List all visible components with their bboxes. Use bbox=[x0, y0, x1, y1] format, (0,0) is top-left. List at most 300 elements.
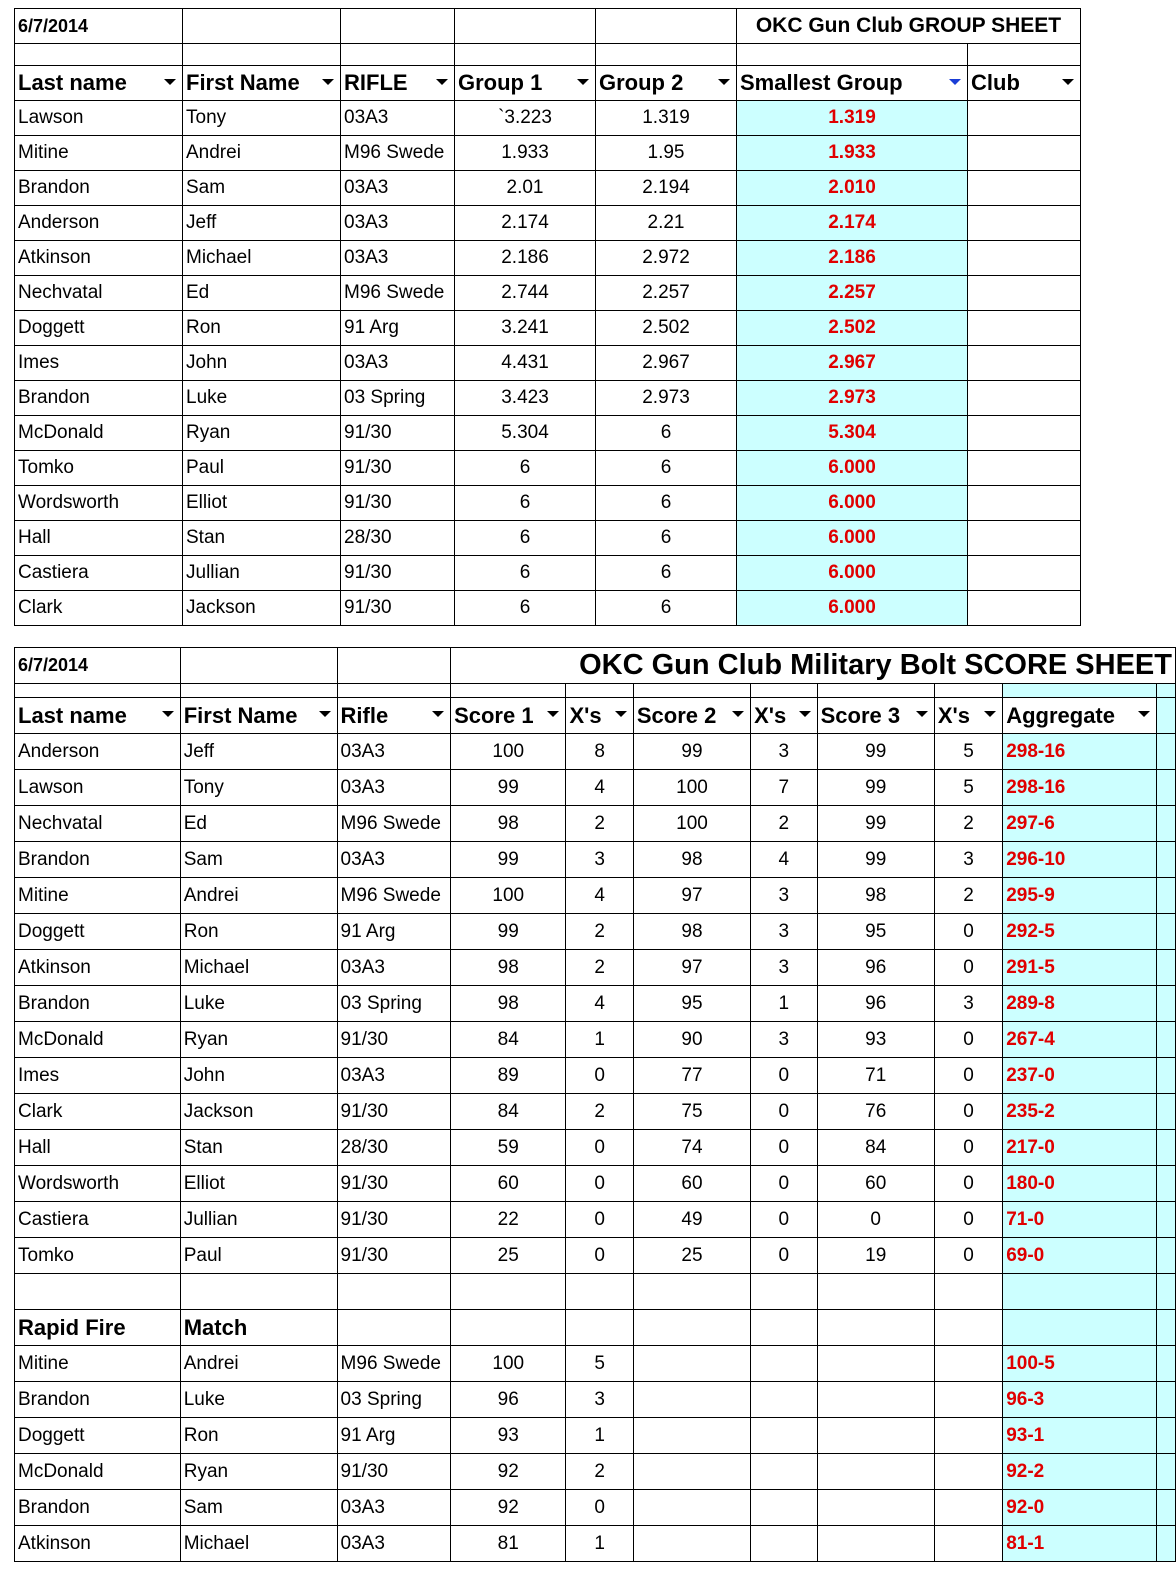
empty-cell bbox=[451, 1274, 566, 1310]
cell-s2 bbox=[633, 914, 750, 950]
empty-cell bbox=[1156, 734, 1175, 770]
filter-dropdown-icon[interactable] bbox=[577, 79, 589, 85]
cell-last-text: Imes bbox=[18, 1064, 60, 1086]
cell-x1 bbox=[566, 1382, 633, 1418]
cell-s3 bbox=[817, 1130, 934, 1166]
cell-s1-text: 60 bbox=[497, 1172, 519, 1194]
cell-s3-text: 71 bbox=[865, 1064, 887, 1086]
cell-g1 bbox=[455, 346, 596, 381]
column-header[interactable] bbox=[337, 698, 451, 734]
column-header-text: First Name bbox=[186, 70, 300, 95]
cell-club bbox=[968, 171, 1081, 206]
cell-last bbox=[15, 346, 183, 381]
cell-s2 bbox=[633, 1202, 750, 1238]
cell-smallest bbox=[737, 486, 968, 521]
cell-s2 bbox=[633, 1022, 750, 1058]
cell-rifle bbox=[337, 842, 451, 878]
empty-cell bbox=[968, 44, 1081, 66]
cell-last bbox=[15, 950, 181, 986]
cell-last bbox=[15, 136, 183, 171]
empty-cell bbox=[751, 684, 818, 698]
table-row bbox=[15, 241, 1081, 276]
column-header[interactable] bbox=[341, 66, 455, 101]
cell-s1 bbox=[451, 1022, 566, 1058]
score-date-text: 6/7/2014 bbox=[18, 655, 89, 675]
cell-s2-text: 75 bbox=[681, 1100, 703, 1122]
cell-g1 bbox=[455, 171, 596, 206]
cell-agg-text: 298-16 bbox=[1006, 776, 1066, 798]
column-header[interactable] bbox=[751, 698, 818, 734]
empty-cell bbox=[817, 1346, 934, 1382]
cell-x1 bbox=[566, 1130, 633, 1166]
cell-x1 bbox=[566, 1022, 633, 1058]
cell-rifle-text: 91/30 bbox=[340, 1208, 389, 1230]
empty-cell bbox=[633, 1382, 750, 1418]
cell-rifle-text: 91/30 bbox=[340, 1172, 389, 1194]
cell-g2 bbox=[596, 451, 737, 486]
cell-club bbox=[968, 486, 1081, 521]
column-header[interactable] bbox=[596, 66, 737, 101]
cell-agg-text: 92-2 bbox=[1006, 1460, 1045, 1482]
cell-smallest bbox=[737, 241, 968, 276]
column-header[interactable] bbox=[183, 66, 341, 101]
score-sheet-table bbox=[14, 647, 1176, 1562]
cell-smallest-text: 2.186 bbox=[828, 247, 876, 268]
cell-first bbox=[180, 950, 337, 986]
cell-last bbox=[15, 591, 183, 626]
cell-smallest-text: 6.000 bbox=[828, 457, 876, 478]
cell-x1-text: 0 bbox=[594, 1244, 605, 1266]
cell-first bbox=[180, 770, 337, 806]
table-row bbox=[15, 311, 1081, 346]
column-header[interactable] bbox=[737, 66, 968, 101]
cell-agg-text: 100-5 bbox=[1006, 1352, 1055, 1374]
cell-x3 bbox=[934, 1130, 1002, 1166]
cell-x3-text: 0 bbox=[963, 1028, 974, 1050]
cell-g1-text: 2.186 bbox=[501, 247, 549, 268]
cell-rifle bbox=[337, 1382, 451, 1418]
cell-x2-text: 0 bbox=[778, 1064, 790, 1086]
cell-x1 bbox=[566, 986, 633, 1022]
empty-cell bbox=[1156, 878, 1175, 914]
group-date-text: 6/7/2014 bbox=[18, 15, 89, 36]
cell-s3 bbox=[817, 734, 934, 770]
column-header[interactable] bbox=[968, 66, 1081, 101]
cell-agg bbox=[1003, 986, 1157, 1022]
cell-x2-text: 0 bbox=[778, 1208, 790, 1230]
cell-club bbox=[968, 416, 1081, 451]
empty-cell bbox=[341, 44, 455, 66]
cell-s3 bbox=[817, 1058, 934, 1094]
cell-s1 bbox=[451, 1382, 566, 1418]
cell-rifle bbox=[337, 986, 451, 1022]
cell-last-text: Nechvatal bbox=[18, 282, 103, 303]
cell-x3 bbox=[934, 770, 1002, 806]
cell-rifle bbox=[337, 1418, 451, 1454]
cell-g1 bbox=[455, 101, 596, 136]
cell-rifle-text: 03A3 bbox=[340, 1064, 385, 1086]
empty-cell bbox=[596, 44, 737, 66]
cell-last-text: Brandon bbox=[18, 387, 90, 408]
cell-s2 bbox=[633, 806, 750, 842]
column-header[interactable] bbox=[15, 66, 183, 101]
cell-g1-text: `3.223 bbox=[498, 107, 552, 128]
filter-dropdown-icon[interactable] bbox=[949, 79, 961, 85]
cell-s3 bbox=[817, 1238, 934, 1274]
empty-cell bbox=[1156, 1418, 1175, 1454]
cell-agg-text: 295-9 bbox=[1006, 884, 1055, 906]
rapid-fire-label bbox=[15, 1310, 181, 1346]
empty-cell bbox=[180, 1274, 337, 1310]
cell-last-text: Atkinson bbox=[18, 247, 91, 268]
cell-rifle bbox=[337, 1022, 451, 1058]
cell-rifle-text: 28/30 bbox=[340, 1136, 389, 1158]
cell-first-text: Stan bbox=[186, 527, 226, 548]
cell-agg-text: 297-6 bbox=[1006, 812, 1055, 834]
filter-dropdown-icon[interactable] bbox=[1062, 79, 1074, 85]
filter-dropdown-icon[interactable] bbox=[799, 711, 811, 717]
cell-last-text: McDonald bbox=[18, 1460, 104, 1482]
cell-agg bbox=[1003, 842, 1157, 878]
cell-g2-text: 2.973 bbox=[642, 387, 690, 408]
cell-first-text: Jullian bbox=[186, 562, 240, 583]
cell-first bbox=[183, 101, 341, 136]
cell-s2-text: 77 bbox=[681, 1064, 703, 1086]
cell-first-text: Jeff bbox=[186, 212, 217, 233]
cell-smallest bbox=[737, 556, 968, 591]
cell-smallest-text: 1.933 bbox=[828, 142, 876, 163]
group-sheet-title bbox=[737, 9, 1081, 44]
cell-g2 bbox=[596, 556, 737, 591]
cell-s3-text: 93 bbox=[865, 1028, 887, 1050]
empty-cell bbox=[1156, 950, 1175, 986]
cell-last bbox=[15, 770, 181, 806]
empty-cell bbox=[1156, 1382, 1175, 1418]
empty-cell bbox=[337, 684, 451, 698]
cell-smallest-text: 2.174 bbox=[828, 212, 876, 233]
cell-rifle bbox=[341, 171, 455, 206]
cell-g2-text: 1.319 bbox=[642, 107, 690, 128]
empty-cell bbox=[1003, 684, 1157, 698]
cell-s3-text: 98 bbox=[865, 884, 887, 906]
empty-cell bbox=[633, 1418, 750, 1454]
cell-s3 bbox=[817, 1166, 934, 1202]
cell-g1-text: 2.174 bbox=[501, 212, 549, 233]
cell-agg bbox=[1003, 1526, 1157, 1562]
cell-smallest bbox=[737, 101, 968, 136]
cell-agg-text: 71-0 bbox=[1006, 1208, 1045, 1230]
cell-x2-text: 3 bbox=[778, 740, 790, 762]
empty-cell bbox=[817, 1454, 934, 1490]
cell-last-text: Wordsworth bbox=[18, 1172, 120, 1194]
empty-cell bbox=[737, 44, 968, 66]
cell-rifle bbox=[337, 1346, 451, 1382]
empty-cell bbox=[633, 1490, 750, 1526]
cell-club bbox=[968, 311, 1081, 346]
empty-cell bbox=[934, 1346, 1002, 1382]
cell-rifle bbox=[337, 878, 451, 914]
cell-last bbox=[15, 241, 183, 276]
cell-first-text: Ron bbox=[186, 317, 221, 338]
cell-s3-text: 96 bbox=[865, 992, 887, 1014]
empty-cell bbox=[1156, 1166, 1175, 1202]
empty-cell bbox=[817, 684, 934, 698]
cell-agg-text: 92-0 bbox=[1006, 1496, 1045, 1518]
cell-x3-text: 2 bbox=[963, 812, 974, 834]
table-row bbox=[15, 171, 1081, 206]
column-header[interactable] bbox=[566, 698, 633, 734]
filter-dropdown-icon[interactable] bbox=[164, 79, 176, 85]
column-header[interactable] bbox=[633, 698, 750, 734]
cell-g1 bbox=[455, 556, 596, 591]
filter-dropdown-icon[interactable] bbox=[547, 711, 559, 717]
cell-x2 bbox=[751, 1094, 818, 1130]
cell-first-text: Elliot bbox=[186, 492, 228, 513]
cell-x2-text: 7 bbox=[778, 776, 790, 798]
cell-first bbox=[180, 1238, 337, 1274]
cell-g1 bbox=[455, 136, 596, 171]
cell-first bbox=[183, 206, 341, 241]
cell-smallest-text: 6.000 bbox=[828, 597, 876, 618]
filter-dropdown-icon[interactable] bbox=[319, 711, 331, 717]
cell-first bbox=[183, 521, 341, 556]
cell-first bbox=[183, 311, 341, 346]
cell-s2-text: 97 bbox=[681, 884, 703, 906]
filter-dropdown-icon[interactable] bbox=[1138, 711, 1150, 717]
empty-cell bbox=[751, 1310, 818, 1346]
column-header[interactable] bbox=[1003, 698, 1157, 734]
column-header[interactable] bbox=[934, 698, 1002, 734]
cell-x1 bbox=[566, 734, 633, 770]
cell-s2-text: 95 bbox=[681, 992, 703, 1014]
cell-first bbox=[180, 1526, 337, 1562]
cell-x1-text: 0 bbox=[594, 1136, 605, 1158]
cell-g2-text: 2.257 bbox=[642, 282, 690, 303]
empty-cell bbox=[934, 1310, 1002, 1346]
cell-g2 bbox=[596, 136, 737, 171]
cell-x2 bbox=[751, 986, 818, 1022]
column-header[interactable] bbox=[451, 698, 566, 734]
cell-agg bbox=[1003, 1418, 1157, 1454]
cell-x1 bbox=[566, 770, 633, 806]
cell-last-text: Brandon bbox=[18, 992, 90, 1014]
cell-last-text: Nechvatal bbox=[18, 812, 103, 834]
cell-rifle bbox=[341, 346, 455, 381]
score-blank-row bbox=[15, 1274, 1176, 1310]
cell-g1-text: 2.744 bbox=[501, 282, 549, 303]
cell-s2 bbox=[633, 770, 750, 806]
cell-agg-text: 298-16 bbox=[1006, 740, 1066, 762]
cell-x2 bbox=[751, 1238, 818, 1274]
filter-dropdown-icon[interactable] bbox=[162, 711, 174, 717]
cell-first-text: Ryan bbox=[183, 1028, 229, 1050]
cell-last bbox=[15, 1130, 181, 1166]
empty-cell bbox=[1156, 1094, 1175, 1130]
table-row bbox=[15, 1058, 1176, 1094]
empty-cell bbox=[1156, 1022, 1175, 1058]
cell-last bbox=[15, 1022, 181, 1058]
filter-dropdown-icon[interactable] bbox=[916, 711, 928, 717]
table-row bbox=[15, 842, 1176, 878]
cell-last-text: McDonald bbox=[18, 422, 104, 443]
cell-rifle bbox=[337, 1238, 451, 1274]
cell-g2 bbox=[596, 591, 737, 626]
cell-x3 bbox=[934, 842, 1002, 878]
cell-rifle-text: 03A3 bbox=[344, 107, 389, 128]
cell-last-text: McDonald bbox=[18, 1028, 104, 1050]
cell-s3 bbox=[817, 770, 934, 806]
cell-last-text: Hall bbox=[18, 527, 51, 548]
empty-cell bbox=[934, 1526, 1002, 1562]
empty-cell bbox=[1156, 1130, 1175, 1166]
cell-s3-text: 99 bbox=[865, 740, 887, 762]
cell-rifle-text: 91 Arg bbox=[340, 920, 396, 942]
cell-x2-text: 0 bbox=[778, 1172, 790, 1194]
cell-first bbox=[183, 381, 341, 416]
cell-agg-text: 296-10 bbox=[1006, 848, 1066, 870]
column-header[interactable] bbox=[817, 698, 934, 734]
cell-g1 bbox=[455, 241, 596, 276]
cell-first bbox=[183, 486, 341, 521]
cell-agg bbox=[1003, 770, 1157, 806]
empty-cell bbox=[817, 1526, 934, 1562]
cell-s3-text: 99 bbox=[865, 776, 887, 798]
cell-last-text: Hall bbox=[18, 1136, 51, 1158]
cell-first bbox=[183, 136, 341, 171]
cell-x1-text: 2 bbox=[594, 920, 605, 942]
rapid-fire-row bbox=[15, 1346, 1176, 1382]
filter-dropdown-icon[interactable] bbox=[984, 711, 996, 717]
filter-dropdown-icon[interactable] bbox=[322, 79, 334, 85]
cell-last bbox=[15, 878, 181, 914]
cell-s3 bbox=[817, 1202, 934, 1238]
cell-s1-text: 98 bbox=[497, 812, 519, 834]
cell-s1 bbox=[451, 734, 566, 770]
cell-x1 bbox=[566, 1202, 633, 1238]
empty-cell bbox=[934, 1274, 1002, 1310]
cell-first bbox=[180, 1202, 337, 1238]
group-title-row bbox=[15, 9, 1081, 44]
cell-s2-text: 60 bbox=[681, 1172, 703, 1194]
cell-agg bbox=[1003, 1238, 1157, 1274]
cell-first-text: Luke bbox=[183, 992, 225, 1014]
empty-cell bbox=[751, 1526, 818, 1562]
cell-s1-text: 99 bbox=[497, 776, 519, 798]
filter-dropdown-icon[interactable] bbox=[432, 711, 444, 717]
cell-rifle-text: 91/30 bbox=[344, 457, 392, 478]
table-row bbox=[15, 1022, 1176, 1058]
cell-club bbox=[968, 136, 1081, 171]
table-row bbox=[15, 556, 1081, 591]
cell-last-text: Anderson bbox=[18, 740, 100, 762]
filter-dropdown-icon[interactable] bbox=[615, 711, 627, 717]
empty-cell bbox=[15, 684, 181, 698]
cell-s2 bbox=[633, 1238, 750, 1274]
table-row bbox=[15, 381, 1081, 416]
cell-first bbox=[180, 806, 337, 842]
cell-agg-text: 237-0 bbox=[1006, 1064, 1055, 1086]
cell-agg-text: 235-2 bbox=[1006, 1100, 1055, 1122]
column-header-text: Score 1 bbox=[454, 702, 534, 728]
cell-s2 bbox=[633, 1130, 750, 1166]
cell-x2 bbox=[751, 842, 818, 878]
cell-agg-text: 96-3 bbox=[1006, 1388, 1045, 1410]
empty-cell bbox=[180, 648, 337, 684]
cell-x3 bbox=[934, 1202, 1002, 1238]
cell-rifle bbox=[337, 914, 451, 950]
cell-first-text: Stan bbox=[183, 1136, 223, 1158]
cell-rifle bbox=[341, 451, 455, 486]
column-header[interactable] bbox=[15, 698, 181, 734]
table-row bbox=[15, 914, 1176, 950]
cell-g2 bbox=[596, 171, 737, 206]
cell-rifle-text: 03A3 bbox=[340, 1532, 385, 1554]
column-header[interactable] bbox=[455, 66, 596, 101]
cell-x2 bbox=[751, 950, 818, 986]
cell-club bbox=[968, 206, 1081, 241]
column-header-text: X's bbox=[569, 702, 602, 728]
cell-first bbox=[180, 914, 337, 950]
cell-last bbox=[15, 521, 183, 556]
table-row bbox=[15, 136, 1081, 171]
empty-cell bbox=[934, 1490, 1002, 1526]
cell-rifle-text: 91/30 bbox=[340, 1460, 389, 1482]
cell-agg bbox=[1003, 1382, 1157, 1418]
cell-s1-text: 98 bbox=[497, 956, 519, 978]
column-header-text: First Name bbox=[183, 702, 298, 728]
empty-cell bbox=[455, 44, 596, 66]
table-row bbox=[15, 986, 1176, 1022]
empty-cell bbox=[633, 1454, 750, 1490]
cell-first bbox=[183, 276, 341, 311]
cell-first-text: Luke bbox=[186, 387, 228, 408]
filter-dropdown-icon[interactable] bbox=[732, 711, 744, 717]
cell-smallest bbox=[737, 136, 968, 171]
cell-club bbox=[968, 591, 1081, 626]
filter-dropdown-icon[interactable] bbox=[436, 79, 448, 85]
cell-x1-text: 8 bbox=[594, 740, 605, 762]
cell-x1-text: 4 bbox=[594, 992, 605, 1014]
column-header[interactable] bbox=[180, 698, 337, 734]
empty-cell bbox=[633, 1274, 750, 1310]
column-header-text: Rifle bbox=[340, 702, 389, 728]
cell-rifle-text: 91/30 bbox=[344, 492, 392, 513]
cell-rifle bbox=[337, 950, 451, 986]
filter-dropdown-icon[interactable] bbox=[718, 79, 730, 85]
cell-rifle bbox=[337, 806, 451, 842]
cell-x3 bbox=[934, 986, 1002, 1022]
cell-x3-text: 2 bbox=[963, 884, 974, 906]
cell-smallest-text: 2.502 bbox=[828, 317, 876, 338]
cell-rifle-text: M96 Swede bbox=[340, 812, 441, 834]
table-row bbox=[15, 878, 1176, 914]
cell-g1-text: 6 bbox=[519, 562, 531, 583]
cell-last-text: Doggett bbox=[18, 1424, 85, 1446]
cell-x1-text: 0 bbox=[594, 1496, 605, 1518]
cell-last bbox=[15, 311, 183, 346]
rapid-fire-row bbox=[15, 1490, 1176, 1526]
empty-cell bbox=[1156, 1310, 1175, 1346]
cell-s3-text: 99 bbox=[865, 812, 887, 834]
cell-rifle bbox=[341, 311, 455, 346]
cell-last-text: Tomko bbox=[18, 457, 74, 478]
cell-s1 bbox=[451, 1094, 566, 1130]
cell-g2-text: 6 bbox=[660, 562, 672, 583]
cell-first-text: Michael bbox=[186, 247, 252, 268]
cell-x2 bbox=[751, 1202, 818, 1238]
cell-x3-text: 5 bbox=[963, 740, 974, 762]
column-header-text: Group 2 bbox=[599, 70, 684, 95]
